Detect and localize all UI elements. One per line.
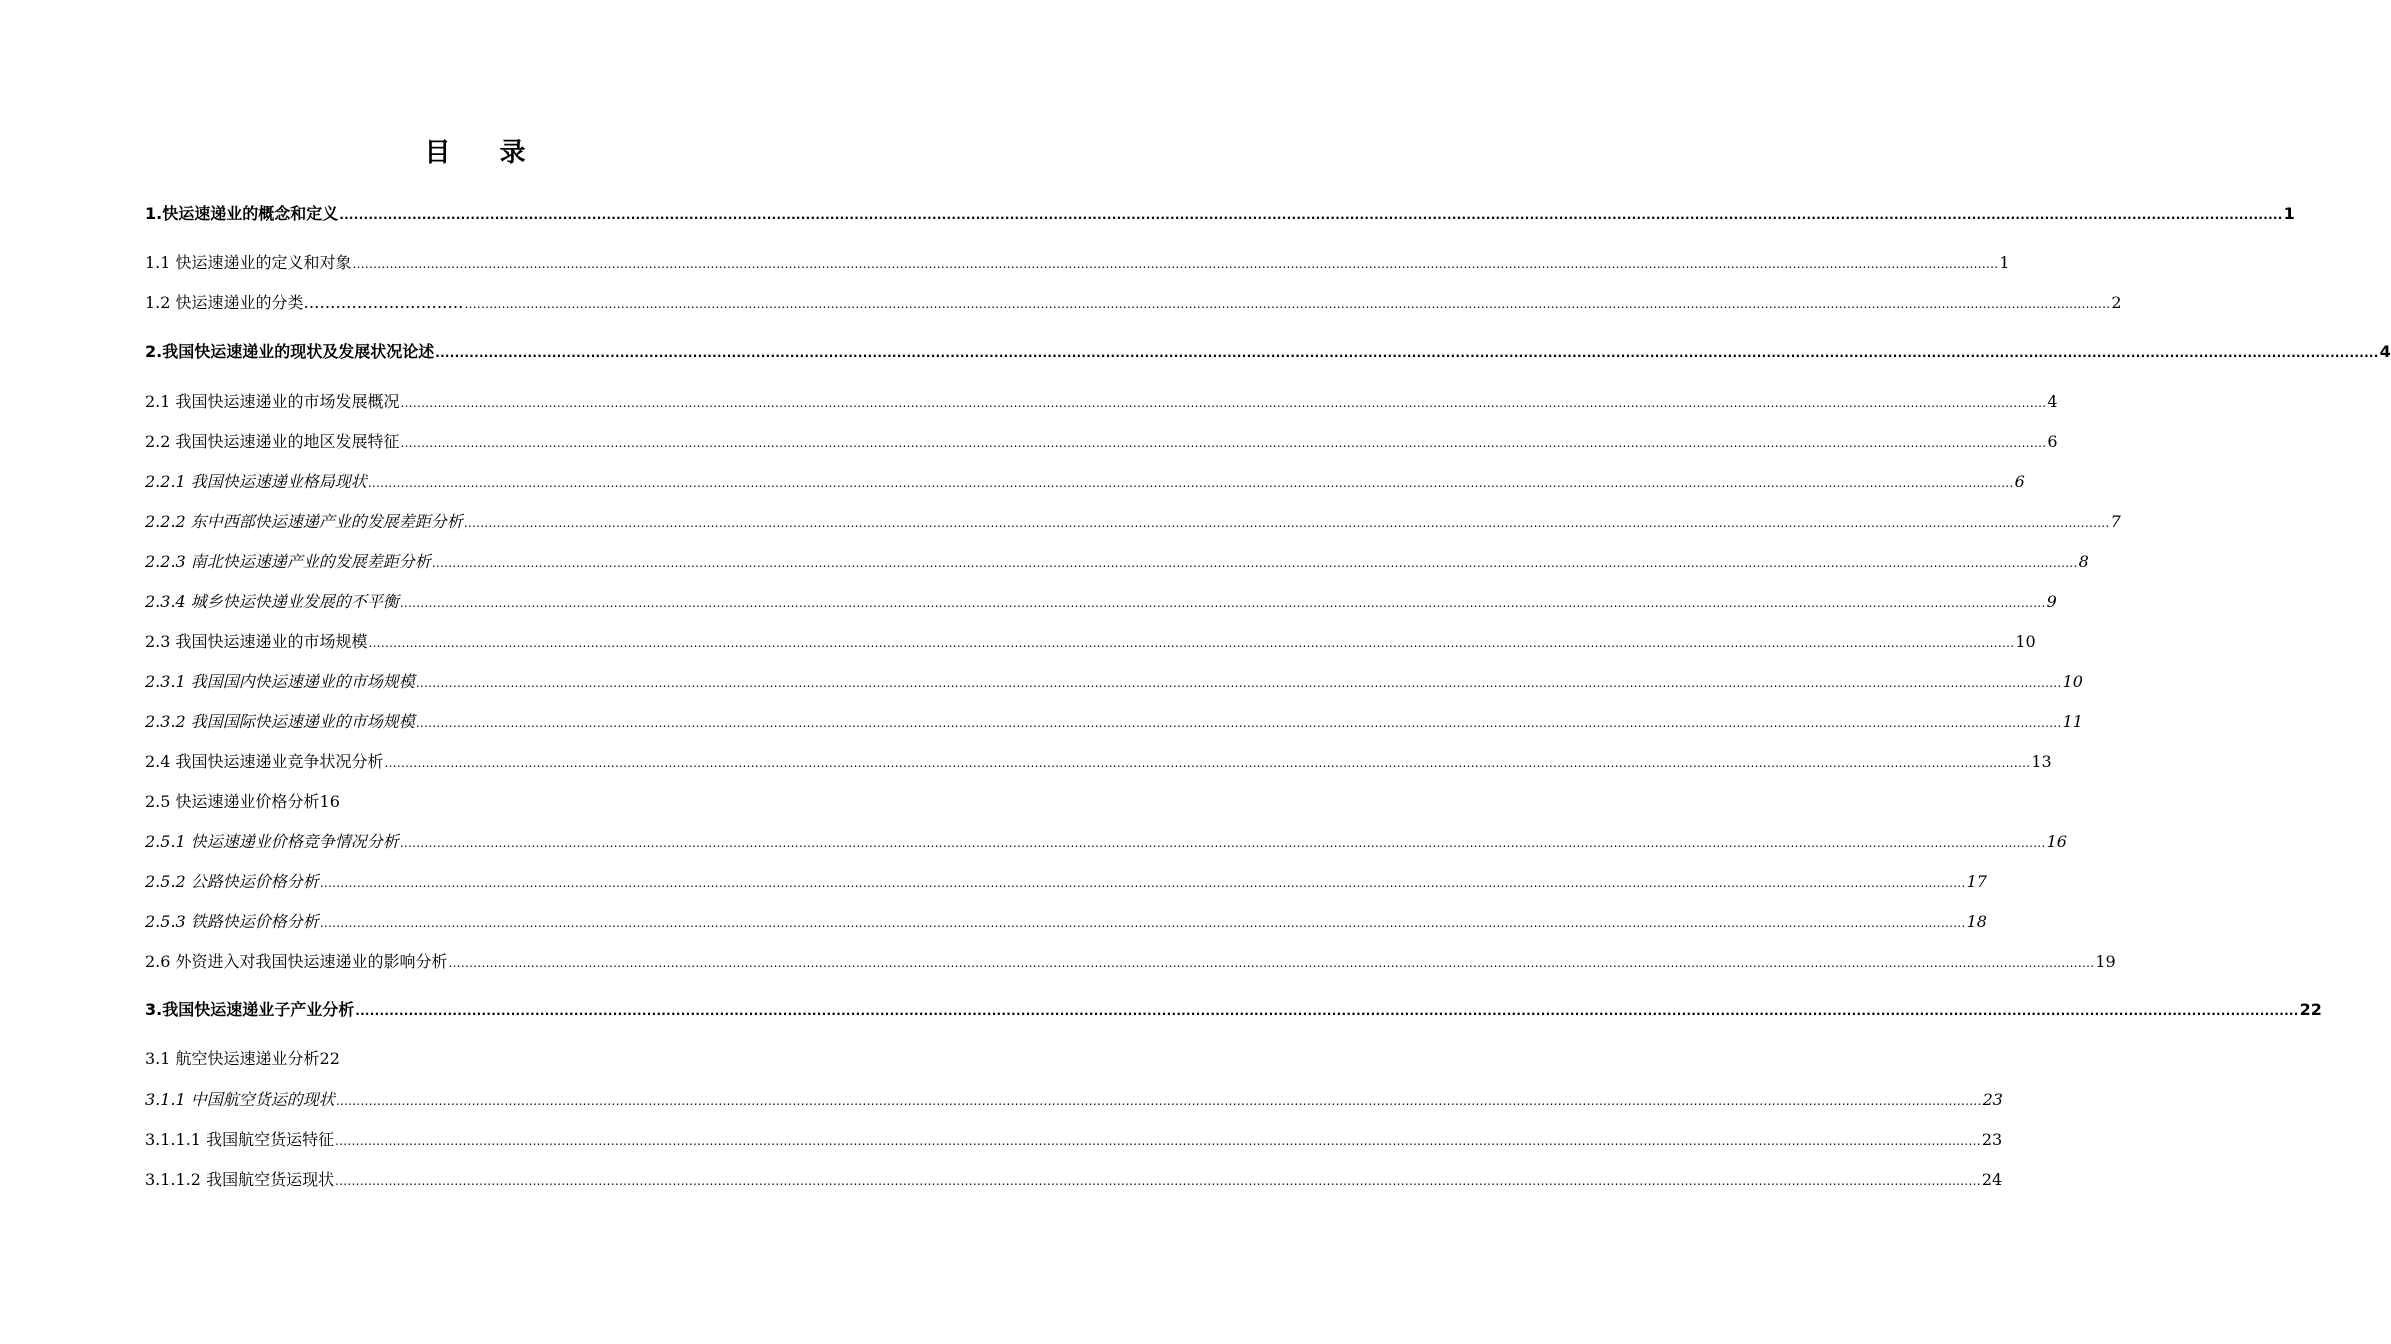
toc-entry-label: 2.3.1 我国国内快运速递业的市场规模 — [145, 672, 415, 691]
toc-page-number: 18 — [1966, 912, 1987, 931]
toc-page-number: 4 — [2379, 342, 2391, 361]
toc-dot-leader: ................................................................................................................................................................................................................................................................................................................................................................................................................ — [339, 208, 2283, 222]
toc-page-number: 10 — [2015, 632, 2036, 651]
toc-page-number: 13 — [2031, 752, 2052, 771]
toc-page-number: 11 — [2062, 712, 2083, 731]
toc-entry[interactable] — [145, 1048, 805, 1070]
toc-title: 目 录 — [424, 138, 546, 168]
toc-page-number: 8 — [2078, 552, 2089, 571]
toc-entry[interactable] — [145, 252, 2010, 275]
toc-page-number: 2 — [2111, 293, 2122, 312]
toc-entry[interactable] — [145, 1129, 2003, 1152]
toc-entry[interactable] — [145, 871, 1987, 894]
toc-entry-label: 1.快运速递业的概念和定义 — [145, 204, 339, 223]
toc-page-number: 9 — [2046, 592, 2057, 611]
toc-page-number: 6 — [2014, 472, 2025, 491]
toc-entry-label: 3.1.1 中国航空货运的现状 — [145, 1090, 335, 1109]
toc-entry-label: 3.我国快运速递业子产业分析 — [145, 1000, 355, 1019]
toc-entry[interactable] — [145, 831, 2067, 854]
toc-page-number: 22 — [2299, 1000, 2322, 1019]
toc-dot-leader: ................................................................................................................................................................................................................................................................................................................................................................................................................ — [415, 676, 2062, 690]
toc-entry-label: 2.5.3 铁路快运价格分析 — [145, 912, 319, 931]
toc-dot-leader: ................................................................................................................................................................................................................................................................................................................................................................................................................ — [399, 596, 2046, 610]
toc-dot-leader: ................................................................................................................................................................................................................................................................................................................................................................................................................ — [319, 916, 1966, 930]
toc-page-number: 6 — [2047, 432, 2058, 451]
toc-page-number: 16 — [2046, 832, 2067, 851]
toc-entry-label: 3.1.1.2 我国航空货运现状 — [145, 1170, 335, 1189]
toc-dot-leader: ................................................................................................................................................................................................................................................................................................................................................................................................................ — [355, 1004, 2299, 1018]
toc-entry[interactable] — [145, 391, 2058, 414]
toc-entry[interactable] — [145, 999, 2322, 1022]
toc-entry[interactable] — [145, 671, 2083, 694]
toc-entry-label: 2.5.1 快运速递业价格竞争情况分析 — [145, 832, 399, 851]
toc-entry[interactable] — [145, 203, 2295, 226]
toc-page-number: 7 — [2110, 512, 2121, 531]
toc-dot-leader: ................................................................................................................................................................................................................................................................................................................................................................................................................ — [400, 436, 2047, 450]
toc-dot-leader: ................................................................................................................................................................................................................................................................................................................................................................................................................ — [352, 257, 1999, 271]
toc-entry-label: 2.我国快运速递业的现状及发展状况论述 — [145, 342, 435, 361]
toc-dot-leader: ................................................................................................................................................................................................................................................................................................................................................................................................................ — [415, 716, 2062, 730]
toc-entry-label: 2.2 我国快运速递业的地区发展特征 — [145, 432, 400, 451]
toc-entry[interactable] — [145, 951, 2116, 974]
toc-entry-label: 1.2 快运速递业的分类………………………… — [145, 293, 464, 312]
toc-entry[interactable] — [145, 511, 2121, 534]
toc-dot-leader: ................................................................................................................................................................................................................................................................................................................................................................................................................ — [367, 476, 2014, 490]
toc-page-number: 10 — [2062, 672, 2083, 691]
toc-entry[interactable] — [145, 711, 2083, 734]
toc-entry[interactable] — [145, 341, 2391, 364]
toc-page-number: 4 — [2047, 392, 2058, 411]
toc-dot-leader: ................................................................................................................................................................................................................................................................................................................................................................................................................ — [463, 516, 2110, 530]
toc-entry-label: 2.2.1 我国快运速递业格局现状 — [145, 472, 367, 491]
toc-page-number: 1 — [2283, 204, 2295, 223]
toc-dot-leader: ................................................................................................................................................................................................................................................................................................................................................................................................................ — [335, 1174, 1981, 1188]
toc-entry-label: 2.2.2 东中西部快运速递产业的发展差距分析 — [145, 512, 463, 531]
toc-entry[interactable] — [145, 471, 2025, 494]
toc-dot-leader: ................................................................................................................................................................................................................................................................................................................................................................................................................ — [384, 756, 2031, 770]
toc-page-number: 23 — [1981, 1130, 2003, 1149]
toc-entry[interactable] — [145, 911, 1987, 934]
toc-page-number: 19 — [2095, 952, 2116, 971]
toc-dot-leader: ................................................................................................................................................................................................................................................................................................................................................................................................................ — [435, 346, 2379, 360]
toc-page-number: 23 — [1982, 1090, 2003, 1109]
toc-entry-label: 2.3.2 我国国际快运速递业的市场规模 — [145, 712, 415, 731]
toc-entry-label: 2.1 我国快运速递业的市场发展概况 — [145, 392, 400, 411]
toc-entry-label: 2.5.2 公路快运价格分析 — [145, 872, 319, 891]
toc-entry[interactable] — [145, 292, 2122, 315]
toc-entry-label: 3.1 航空快运速递业分析22 — [145, 1049, 340, 1068]
toc-entry[interactable] — [145, 1169, 2003, 1192]
toc-entry[interactable] — [145, 591, 2057, 614]
toc-entry[interactable] — [145, 791, 805, 813]
toc-entry[interactable] — [145, 751, 2052, 774]
toc-entry-label: 3.1.1.1 我国航空货运特征 — [145, 1130, 335, 1149]
toc-page-number: 24 — [1981, 1170, 2003, 1189]
toc-entry-label: 2.4 我国快运速递业竞争状况分析 — [145, 752, 384, 771]
toc-entry-label: 2.2.3 南北快运速递产业的发展差距分析 — [145, 552, 431, 571]
toc-dot-leader: ................................................................................................................................................................................................................................................................................................................................................................................................................ — [448, 956, 2095, 970]
toc-dot-leader: ................................................................................................................................................................................................................................................................................................................................................................................................................ — [464, 297, 2111, 311]
toc-entry[interactable] — [145, 431, 2058, 454]
toc-page-number: 17 — [1966, 872, 1987, 891]
toc-dot-leader: ................................................................................................................................................................................................................................................................................................................................................................................................................ — [400, 396, 2047, 410]
toc-entry-label: 2.6 外资进入对我国快运速递业的影响分析 — [145, 952, 448, 971]
toc-entry[interactable] — [145, 1089, 2003, 1112]
toc-entry-label: 2.3.4 城乡快运快递业发展的不平衡 — [145, 592, 399, 611]
toc-entry-label: 2.3 我国快运速递业的市场规模 — [145, 632, 368, 651]
toc-dot-leader: ................................................................................................................................................................................................................................................................................................................................................................................................................ — [335, 1134, 1981, 1148]
toc-page-number: 1 — [1999, 253, 2010, 272]
toc-dot-leader: ................................................................................................................................................................................................................................................................................................................................................................................................................ — [431, 556, 2078, 570]
toc-dot-leader: ................................................................................................................................................................................................................................................................................................................................................................................................................ — [335, 1094, 1982, 1108]
toc-dot-leader: ................................................................................................................................................................................................................................................................................................................................................................................................................ — [399, 836, 2046, 850]
toc-entry[interactable] — [145, 551, 2089, 574]
toc-entry[interactable] — [145, 631, 2036, 654]
toc-entry-label: 2.5 快运速递业价格分析16 — [145, 792, 340, 811]
toc-dot-leader: ................................................................................................................................................................................................................................................................................................................................................................................................................ — [319, 876, 1966, 890]
toc-dot-leader: ................................................................................................................................................................................................................................................................................................................................................................................................................ — [368, 636, 2015, 650]
toc-entry-label: 1.1 快运速递业的定义和对象 — [145, 253, 352, 272]
